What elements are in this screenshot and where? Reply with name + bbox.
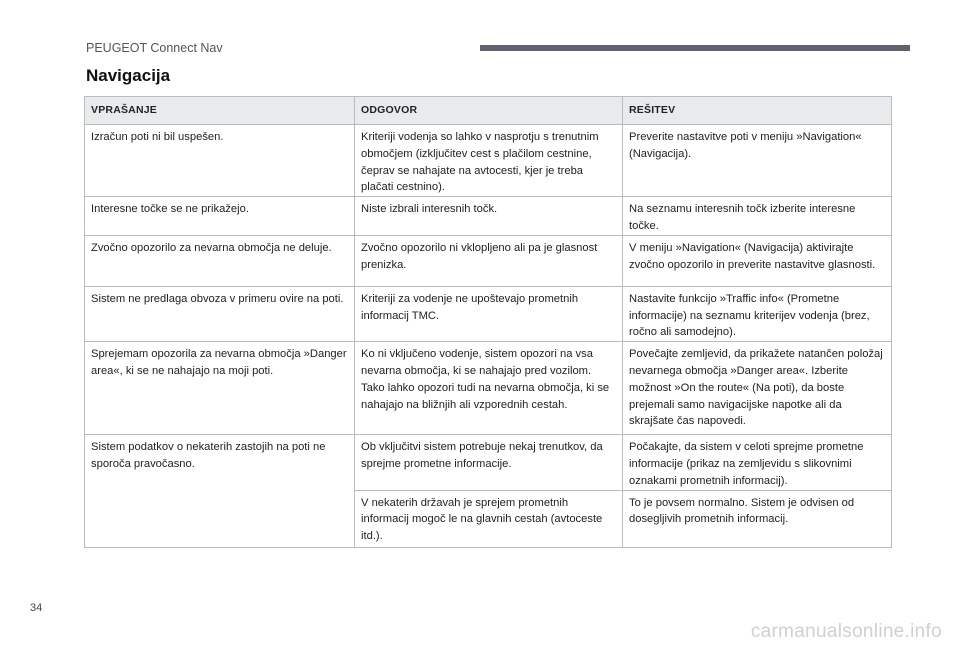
solution-cell: Nastavite funkcijo »Traffic info« (Prometne informacije) na seznamu kriterijev vodenja (brez, ročno ali samodejno).	[623, 286, 892, 341]
solution-cell: Počakajte, da sistem v celoti sprejme prometne informacije (prikaz na zemljevidu s slikovnimi oznakami prometnih informacij).	[623, 435, 892, 490]
answer-cell: Ko ni vključeno vodenje, sistem opozori na vsa nevarna območja, ki se nahajajo pred vozilom. Tako lahko opozori tudi na nevarna območja, ki se nahajajo na bližnjih ali vzporednih cestah.	[355, 342, 623, 435]
question-cell: Interesne točke se ne prikažejo.	[85, 197, 355, 236]
answer-cell: Niste izbrali interesnih točk.	[355, 197, 623, 236]
question-cell: Izračun poti ni bil uspešen.	[85, 125, 355, 197]
question-cell: Sistem podatkov o nekaterih zastojih na poti ne sporoča pravočasno.	[85, 435, 355, 547]
column-header-answer: ODGOVOR	[355, 97, 623, 125]
table-header-row	[85, 97, 892, 125]
table-row	[85, 342, 892, 435]
answer-cell: V nekaterih državah je sprejem prometnih informacij mogoč le na glavnih cestah (avtoceste itd.).	[355, 490, 623, 547]
answer-cell: Kriteriji vodenja so lahko v nasprotju s trenutnim območjem (izključitev cest s plačilom cestnine, čeprav se nahajate na avtocesti, kjer je treba plačati cestnino).	[355, 125, 623, 197]
section-title: Navigacija	[86, 66, 171, 85]
solution-cell: To je povsem normalno. Sistem je odvisen od dosegljivih prometnih informacij.	[623, 490, 892, 547]
question-cell: Sprejemam opozorila za nevarna območja »Danger area«, ki se ne nahajajo na moji poti.	[85, 342, 355, 435]
column-header-solution: REŠITEV	[623, 97, 892, 125]
table-row	[85, 435, 892, 490]
table-row	[85, 125, 892, 197]
table-row	[85, 197, 892, 236]
solution-cell: Na seznamu interesnih točk izberite interesne točke.	[623, 197, 892, 236]
solution-cell: V meniju »Navigation« (Navigacija) aktivirajte zvočno opozorilo in preverite nastavitve glasnosti.	[623, 235, 892, 286]
answer-cell: Kriteriji za vodenje ne upoštevajo prometnih informacij TMC.	[355, 286, 623, 341]
table-row	[85, 235, 892, 286]
table-row	[85, 286, 892, 341]
question-cell: Zvočno opozorilo za nevarna območja ne deluje.	[85, 235, 355, 286]
answer-cell: Zvočno opozorilo ni vklopljeno ali pa je glasnost prenizka.	[355, 235, 623, 286]
question-cell: Sistem ne predlaga obvoza v primeru ovire na poti.	[85, 286, 355, 341]
document-header-title: PEUGEOT Connect Nav	[86, 41, 223, 55]
header-bar	[480, 45, 910, 51]
watermark: carmanualsonline.info	[750, 621, 942, 642]
page-number: 34	[30, 602, 43, 614]
solution-cell: Povečajte zemljevid, da prikažete natančen položaj nevarnega območja »Danger area«. Izberite možnost »On the route« (Na poti), da boste prejemali samo navigacijske napotke ali da skrajšate čas napovedi.	[623, 342, 892, 435]
answer-cell: Ob vključitvi sistem potrebuje nekaj trenutkov, da sprejme prometne informacije.	[355, 435, 623, 490]
solution-cell: Preverite nastavitve poti v meniju »Navigation« (Navigacija).	[623, 125, 892, 197]
column-header-question: VPRAŠANJE	[85, 97, 355, 125]
faq-table	[84, 96, 892, 548]
